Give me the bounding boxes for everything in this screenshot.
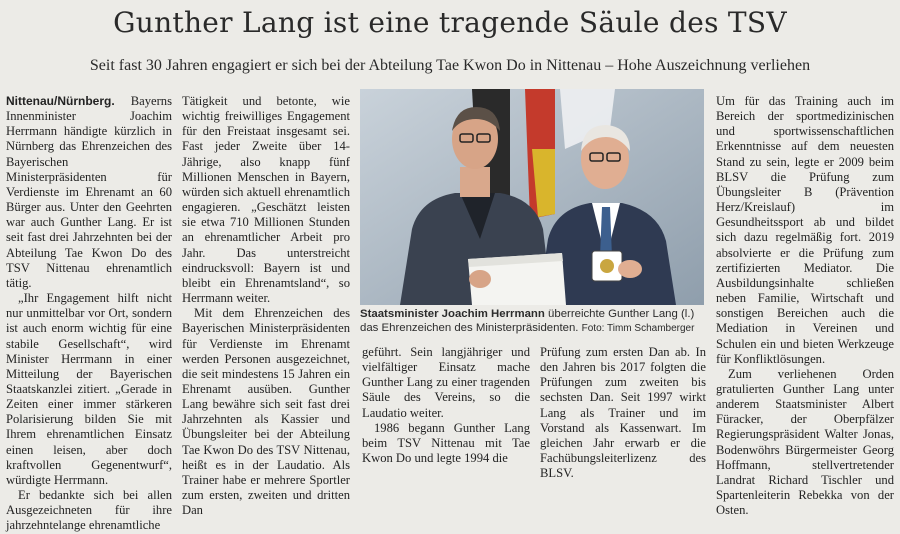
caption-bold: Staatsminister Joachim Herrmann — [360, 308, 545, 320]
caption-text: überreichte Gunther Lang (l.) das Ehrenzeichen des Ministerpräsidenten. — [360, 308, 695, 334]
article-column-3 — [362, 345, 530, 466]
paragraph: „Ihr Engagement hilft nicht nur unmittelbar vor Ort, sondern ist auch enorm wichtig für eine stabile Gesellschaft“, wird Minister Herrmann in einer Mitteilung der Bayerischen Staatskanzlei zitiert. „Gerade in Zeiten einer immer stärkeren Polarisierung bilden Sie mit Ihrem ehrenamtlichen Einsatz einen leisen, aber doch kraftvollen Gegenentwurf“, würdigte Herrmann. — [6, 291, 172, 487]
dateline: Nittenau/Nürnberg. — [6, 94, 115, 108]
paragraph: Um für das Training auch im Bereich der sportmedizinischen und sportwissenschaftlichen Erkenntnisse auf dem neuesten Stand zu sein, legte er 2009 beim BLSV die Prüfung zum Übungsleiter B (Prävention Herz/Kreislauf) im Gesundheitssport ab und bildet sich dazu regelmäßig fort. 2019 absolvierte er die Prüfung zum zertifizierten Mediator. Die Ausbildungsinhalte schließen neben Familie, Wirtschaft und sonstigen Bereichen auch die Mediation in Vereinen und Schulen ein und bieten Werkzeuge für Konfliktlösungen. — [716, 94, 894, 366]
paragraph: Tätigkeit und betonte, wie wichtig freiwilliges Engagement für den Freistaat insgesamt sei. Fast jeder Zweite über 14-Jährige, also knapp fünf Millionen Menschen in Bayern, würden sich aktuell ehrenamtlich engagieren. „Geschätzt leisten sie etwa 710 Millionen Stunden an ehrenamtlicher Arbeit pro Jahr. Das unterstreicht eindrucksvoll: Bayern ist und bleibt ein Ehrenamtsland“, so Herrmann weiter. — [182, 94, 350, 306]
award-photo — [360, 89, 704, 305]
article-column-1 — [6, 94, 172, 533]
paragraph: geführt. Sein langjähriger und vielfältiger Einsatz mache Gunther Lang zu einer tragenden Säule des Vereins, so die Laudatio weiter. — [362, 345, 530, 420]
photo-illustration — [360, 89, 704, 305]
paragraph: 1986 begann Gunther Lang beim TSV Nittenau mit Tae Kwon Do und legte 1994 die — [362, 420, 530, 466]
paragraph: Zum verliehenen Orden gratulierten Gunther Lang unter anderem Staatsminister Albert Füracker, der Oberpfälzer Regierungspräsident Walter Jonas, Bodenwöhrs Bürgermeister Georg Hoffmann, stellvertretender Landrat Richard Tischler und Spartenleiterin Rebekka von der Osten. — [716, 366, 894, 518]
paragraph: Nittenau/Nürnberg. Bayerns Innenminister Joachim Herrmann händigte kürzlich in Nürnberg das Ehrenzeichen des Bayerischen Ministerpräsidenten für Verdienste im Ehrenamt an 60 Bürger aus. Unter den Geehrten war auch Gunther Lang. Er ist seit fast drei Jahrzehnten bei der Abteilung Tae Kwon Do des TSV Nittenau ehrenamtlich tätig. — [6, 94, 172, 290]
photo-credit: Foto: Timm Schamberger — [581, 323, 695, 334]
photo-caption — [360, 307, 706, 336]
paragraph: Mit dem Ehrenzeichen des Bayerischen Ministerpräsidenten für Verdienste im Ehrenamt werden Personen ausgezeichnet, die seit mindestens 15 Jahren ein Ehrenamt ausüben. Gunther Lang bewähre sich seit fast drei Jahrzehnten als Kassier und Übungsleiter bei der Abteilung Tae Kwon Do des TSV Nittenau, heißt es in der Laudatio. Als Trainer habe er mehrere Sportler zum ersten, zweiten und dritten Dan — [182, 306, 350, 518]
paragraph: Prüfung zum ersten Dan ab. In den Jahren bis 2017 folgten die Prüfungen zum zweiten bis sechsten Dan. Seit 1997 wirkt Lang als Trainer und im Vorstand als Kassenwart. Im gleichen Jahr erwarb er die Fachübungsleiterlizenz des BLSV. — [540, 345, 706, 481]
subheadline: Seit fast 30 Jahren engagiert er sich bei der Abteilung Tae Kwon Do in Nittenau – Hohe Auszeichnung verliehen — [89, 57, 811, 74]
article-column-5 — [716, 94, 894, 518]
article-column-2 — [182, 94, 350, 518]
headline: Gunther Lang ist eine tragende Säule des TSV — [113, 6, 787, 39]
article-column-4 — [540, 345, 706, 481]
paragraph: Er bedankte sich bei allen Ausgezeichneten für ihre jahrzehntelange ehrenamtliche — [6, 488, 172, 533]
